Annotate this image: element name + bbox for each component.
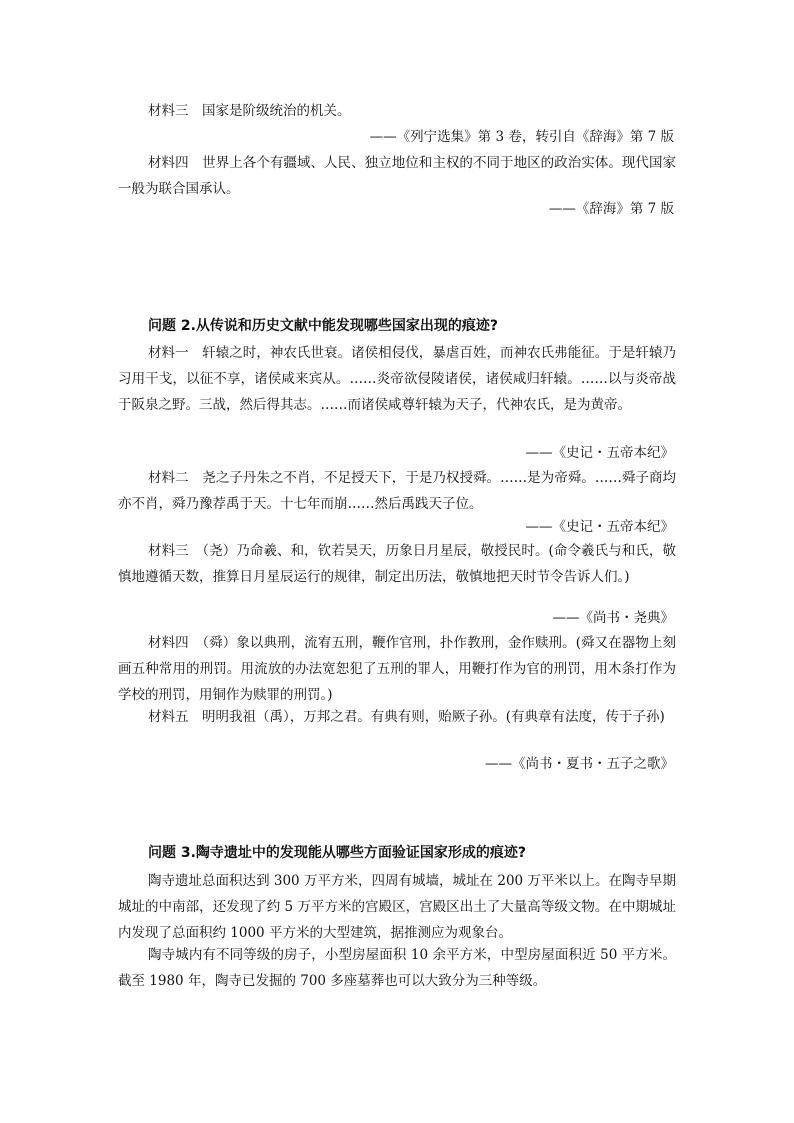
q2-material-3: 材料三 （尧）乃命羲、和，钦若昊天，历象日月星辰，敬授民时。(命令羲氏与和氏，敬慎地遵循天数，推算日月星辰运行的规律，制定出历法，敬慎地把天时节令告诉人们。) <box>118 543 676 585</box>
question-2-title: 问题 2.从传说和历史文献中能发现哪些国家出现的痕迹? <box>148 318 499 334</box>
q2-material-5: 材料五 明明我祖（禹），万邦之君。有典有则，贻厥子孙。(有典章有法度，传于子孙) <box>148 709 665 725</box>
material-3-source: ——《列宁选集》第 3 卷，转引自《辞海》第 7 版 <box>369 129 674 145</box>
q2-material-4: 材料四 （舜）象以典刑，流宥五刑，鞭作官刑，扑作教刑，金作赎刑。(舜又在器物上刻画五种常用的刑罚。用流放的办法宽恕犯了五刑的罪人，用鞭打作为官的刑罚，用木条打作为学校的刑罚，用铜作为赎罪的刑罚。) <box>118 635 676 703</box>
q3-paragraph-2: 陶寺城内有不同等级的房子，小型房屋面积 10 余平方米，中型房屋面积近 50 平方米。截至 1980 年，陶寺已发掘的 700 多座墓葬也可以大致分为三种等级。 <box>118 947 676 989</box>
q2-material-2: 材料二 尧之子丹朱之不肖，不足授天下，于是乃权授舜。……是为帝舜。……舜子商均亦不肖，舜乃豫荐禹于天。十七年而崩……然后禹践天子位。 <box>118 470 676 512</box>
q2-material-1: 材料一 轩辕之时，神农氏世衰。诸侯相侵伐，暴虐百姓，而神农氏弗能征。于是轩辕乃习用干戈，以征不享，诸侯咸来宾从。……炎帝欲侵陵诸侯，诸侯咸归轩辕。……以与炎帝战于阪泉之野。三战，然后得其志。……而诸侯咸尊轩辕为天子，代神农氏，是为黄帝。 <box>118 345 676 413</box>
q2-material-5-source: ——《尚书・夏书・五子之歌》 <box>485 756 674 772</box>
material-4-source: ——《辞海》第 7 版 <box>548 201 674 217</box>
q2-material-2-source: ——《史记・五帝本纪》 <box>525 519 674 535</box>
q2-material-3-source: ——《尚书・尧典》 <box>552 610 674 626</box>
material-3-block1: 材料三 国家是阶级统治的机关。 <box>148 103 351 119</box>
question-3-title: 问题 3.陶寺遗址中的发现能从哪些方面验证国家形成的痕迹? <box>148 845 527 861</box>
material-4-block1: 材料四 世界上各个有疆域、人民、独立地位和主权的不同于地区的政治实体。现代国家一般为联合国承认。 <box>118 155 676 197</box>
q2-material-1-source: ——《史记・五帝本纪》 <box>525 445 674 461</box>
q3-paragraph-1: 陶寺遗址总面积达到 300 万平方米，四周有城墙，城址在 200 万平米以上。在陶寺早期城址的中南部，还发现了约 5 万平方米的宫殿区，宫殿区出土了大量高等级文物。在中期城址内发现了总面积约 1000 平方米的大型建筑，据推测应为观象台。 <box>118 873 676 941</box>
